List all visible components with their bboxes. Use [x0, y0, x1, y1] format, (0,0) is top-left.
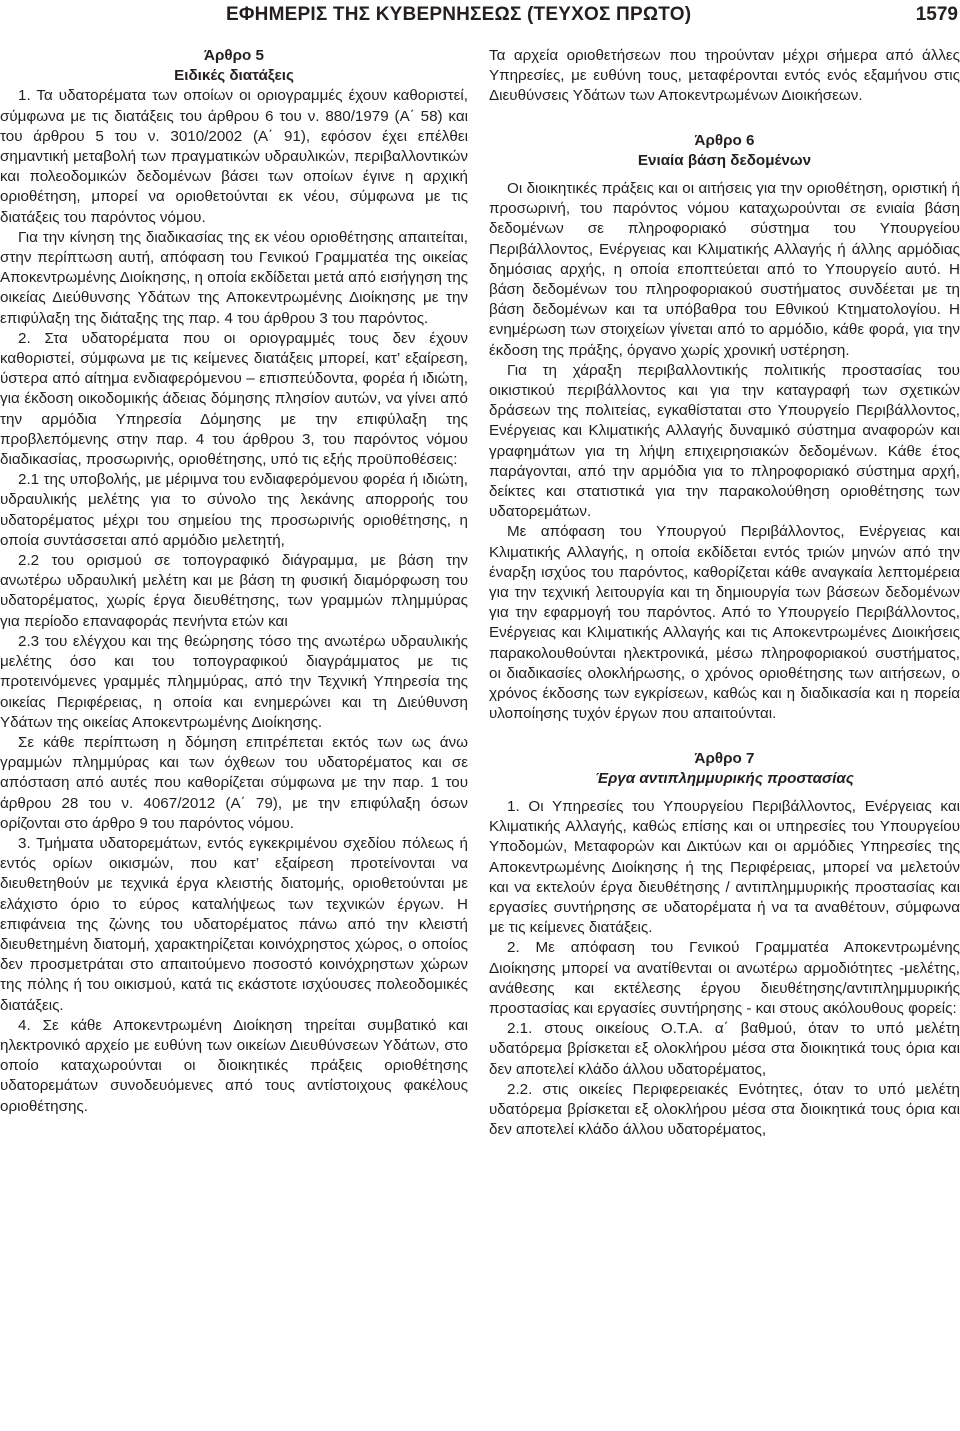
gazette-title: ΕΦΗΜΕΡΙΣ ΤΗΣ ΚΥΒΕΡΝΗΣΕΩΣ (ΤΕΥΧΟΣ ΠΡΩΤΟ) — [226, 4, 692, 25]
paragraph: 1. Τα υδατορέματα των οποίων οι οριογραμμές έχουν καθοριστεί, σύμφωνα με τις διατάξεις του άρθρου 6 του ν. 880/1979 (Α΄ 58) και του άρθρου 5 του ν. 3010/2002 (Α΄ 91), εφόσον έχει επέλθει σημαντική μεταβολή των πραγματικών υδραυλικών, περιβαλλοντικών και πολεοδομικών δεδομένων βάσει των οποίων έγινε η αρχική οριοθέτηση, μπορεί να οριοθετούνται εκ νέου, σύμφωνα με τις διατάξεις του παρόντος νόμου. — [0, 87, 468, 226]
page-number: 1579 — [915, 4, 958, 25]
paragraph: 2.1. στους οικείους Ο.Τ.Α. α΄ βαθμού, όταν το υπό μελέτη υδατόρεμα βρίσκεται εξ ολοκλήρου μέσα στα διοικητικά τους όρια και δεν αποτελεί κλάδο άλλου υδατορέματος, — [489, 1020, 960, 1078]
paragraph: Σε κάθε περίπτωση η δόμηση επιτρέπεται εκτός των ως άνω γραμμών πλημμύρας και των όχθεων του υδατορέματος και σε απόσταση από αυτές που καθορίζεται σύμφωνα με την παρ. 1 του άρθρου 28 του ν. 4067/2012 (Α΄ 79), με την επιφύλαξη όσων ορίζονται στο άρθρο 9 του παρόντος νόμου. — [0, 733, 468, 832]
paragraph: Τα αρχεία οριοθετήσεων που τηρούνταν μέχρι σήμερα από άλλες Υπηρεσίες, με ευθύνη τους, μεταφέρονται εντός ενός εξαμήνου στις Διευθύνσεις Υδάτων των Αποκεντρωμένων Διοικήσεων. — [489, 47, 960, 105]
article-6-title: Ενιαία βάση δεδομένων — [637, 151, 812, 169]
article-5-heading: Άρθρο 5 — [204, 47, 264, 64]
article-5-title: Ειδικές διατάξεις — [174, 67, 294, 85]
article-6-heading: Άρθρο 6 — [694, 131, 755, 149]
paragraph: 2.2. στις οικείες Περιφερειακές Ενότητες, όταν το υπό μελέτη υδατόρεμα βρίσκεται εξ ολοκλήρου μέσα στα διοικητικά τους όρια και δεν αποτελεί κλάδο άλλου υδατορέματος, — [489, 1080, 960, 1139]
paragraph: 2.3 του ελέγχου και της θεώρησης τόσο της ανωτέρω υδραυλικής μελέτης όσο και του τοπογραφικού διαγράμματος με τις προτεινόμενες γραμμές πλημμύρας, από την Τεχνική Υπηρεσία της οικείας Περιφέρειας, η οποία και ενημερώνει και τη Διεύθυνση Υδάτων της οικείας Αποκεντρωμένης Διοίκησης. — [0, 632, 468, 731]
article-7-heading: Άρθρο 7 — [694, 749, 755, 767]
paragraph: 2.1 της υποβολής, με μέριμνα του ενδιαφερόμενου φορέα ή ιδιώτη, υδραυλικής μελέτης για το σύνολο της λεκάνης απορροής του υδατορέματος μέχρι του σημείου της προσωρινής οριοθέτησης, η οποία συντάσσεται από αρμόδιο μελετητή, — [0, 471, 468, 549]
paragraph: Για τη χάραξη περιβαλλοντικής πολιτικής προστασίας του οικιστικού περιβάλλοντος και για την καταγραφή των σχετικών δράσεων της πολιτείας, εγκαθίσταται στο Υπουργείο Περιβάλλοντος, Ενέργειας και Κλιματικής Αλλαγής δυναμικό σύστημα αναφορών και γραφημάτων για τη λήψη επιχειρησιακών δεδομένων. Κάθε έτος παράγονται, από την αρμόδια για το πληροφοριακό σύστημα αρχή, δείκτες και στατιστικά για την παρακολούθηση οριοθέτησης των υδατορεμάτων. — [489, 361, 960, 521]
paragraph: Για την κίνηση της διαδικασίας της εκ νέου οριοθέτησης απαιτείται, στην περίπτωση αυτή, απόφαση του Γενικού Γραμματέα της οικείας Αποκεντρωμένης Διοίκησης, η οποία εκδίδεται μετά από εισήγηση της οικείας Διεύθυνσης Υδάτων της Αποκεντρωμένης Διοίκησης με την επιφύλαξη της διάταξης της παρ. 4 του άρθρου 3 του παρόντος. — [0, 228, 468, 327]
right-column — [489, 46, 960, 1140]
paragraph: Με απόφαση του Υπουργού Περιβάλλοντος, Ενέργειας και Κλιματικής Αλλαγής, η οποία εκδίδεται εντός τριών μηνών από την έναρξη ισχύος του παρόντος, καθορίζεται κάθε αναγκαία λεπτομέρεια για την τεχνική λειτουργία και τη δημιουργία των βάσεων δεδομένων για την εφαρμογή του παρόντος. Από το Υπουργείο Περιβάλλοντος, Ενέργειας και Κλιματικής Αλλαγής και τις Αποκεντρωμένες Διοικήσεις παρακολουθούνται ηλεκτρονικά, μέσω πληροφοριακού συστήματος, οι διαδικασίες ολοκλήρωσης, ο χρόνος οριοθέτησης των αιτήσεων, ο χρόνος έκδοσης των εγκρίσεων, καθώς και η διαδικασία και η πορεία υλοποίησης τυχόν έργων που απαιτούνται. — [489, 523, 960, 723]
article-7-title: Έργα αντιπλημμυρικής προστασίας — [595, 769, 854, 787]
paragraph: 1. Οι Υπηρεσίες του Υπουργείου Περιβάλλοντος, Ενέργειας και Κλιματικής Αλλαγής, καθώς επίσης και οι υπηρεσίες του Υπουργείου Υποδομών, Μεταφορών και Δικτύων και οι αρμόδιες Υπηρεσίες της Αποκεντρωμένης Διοίκησης ή της Περιφέρειας, μπορεί να μελετούν και να εκτελούν έργα διευθέτησης / αντιπλημμυρικής προστασίας και εργασίες συντήρησης σε υδατορέματα ή να τα αναθέτουν, σύμφωνα με τις κείμενες διατάξεις. — [489, 797, 960, 937]
paragraph: 2. Με απόφαση του Γενικού Γραμματέα Αποκεντρωμένης Διοίκησης μπορεί να ανατίθενται οι ανωτέρω αρμοδιότητες -μελέτης, ανάθεσης και εκτέλεσης έργου διευθέτησης/αντιπλημμυρικής προστασίας και εργασίες συντήρησης - και στους ακόλουθους φορείς: — [489, 939, 960, 1017]
left-column — [0, 46, 468, 1117]
paragraph: 4. Σε κάθε Αποκεντρωμένη Διοίκηση τηρείται συμβατικό και ηλεκτρονικό αρχείο με ευθύνη των οικείων Διευθύνσεων Υδάτων, στο οποίο καταχωρούνται οι διοικητικές πράξεις οριοθέτησης υδατορεμάτων συνοδευόμενες από τους αντίστοιχους φακέλους οριοθέτησης. — [0, 1016, 468, 1115]
paragraph: Οι διοικητικές πράξεις και οι αιτήσεις για την οριοθέτηση, οριστική ή προσωρινή, του παρόντος νόμου καταχωρούνται σε ενιαία βάση δεδομένων σε πληροφοριακό σύστημα του Υπουργείου Περιβάλλοντος, Ενέργειας και Κλιματικής Αλλαγής ή άλλης αρμόδιας δημόσιας αρχής, η οποία εποπτεύεται από το Υπουργείο αυτό. Η βάση δεδομένων του πληροφοριακού συστήματος συνδέεται με τη βάση δεδομένων και τα υπόβαθρα του Εθνικού Κτηματολογίου. Η ενημέρωση των στοιχείων γίνεται από το αρμόδιο, κάθε φορά, για την έκδοση της πράξης, όργανο χωρίς χρονική υστέρηση. — [489, 180, 960, 359]
page-header — [0, 0, 960, 30]
paragraph: 2. Στα υδατορέματα που οι οριογραμμές τους δεν έχουν καθοριστεί, σύμφωνα με τις κείμενες διατάξεις μπορεί, κατ’ εξαίρεση, ύστερα από αίτημα ενδιαφερόμενου – επισπεύδοντα, φορέα ή ιδιώτη, για έκδοση οικοδομικής άδειας δόμησης πλησίον αυτών, να γίνει από την αρμόδια Υπηρεσία Δόμησης με την επιφύλαξη της προβλεπόμενης στην παρ. 4 του άρθρου 3, του παρόντος νόμου διαδικασίας, προσωρινής, οριοθέτησης, υπό τις εξής προϋποθέσεις: — [0, 329, 468, 469]
paragraph: 3. Τμήματα υδατορεμάτων, εντός εγκεκριμένου σχεδίου πόλεως ή εντός ορίων οικισμών, που κατ’ εξαίρεση προτείνονται να διευθετηθούν με τεχνικά έργα κλειστής διατομής, οριοθετούνται με ελάχιστο όριο το εύρος καταλήψεως των τεχνικών έργων. Η επιφάνεια της ζώνης του υδατορέματος πάνω από την κλειστή διευθετημένη διατομή, χαρακτηρίζεται κοινόχρηστος χώρος, ο οποίος δεν προσμετράται στο απαιτούμενο ποσοστό κοινόχρηστων χώρων της πόλης ή του οικισμού, κατά τις εκάστοτε ισχύουσες πολεοδομικές διατάξεις. — [0, 834, 468, 1014]
paragraph: 2.2 του ορισμού σε τοπογραφικό διάγραμμα, με βάση την ανωτέρω υδραυλική μελέτη και με βάση τη φυσική διαμόρφωση του υδατορέματος, χωρίς έργα διευθέτησης, των γραμμών πλημμύρας για περίοδο επαναφοράς πενήντα ετών και — [0, 552, 468, 630]
